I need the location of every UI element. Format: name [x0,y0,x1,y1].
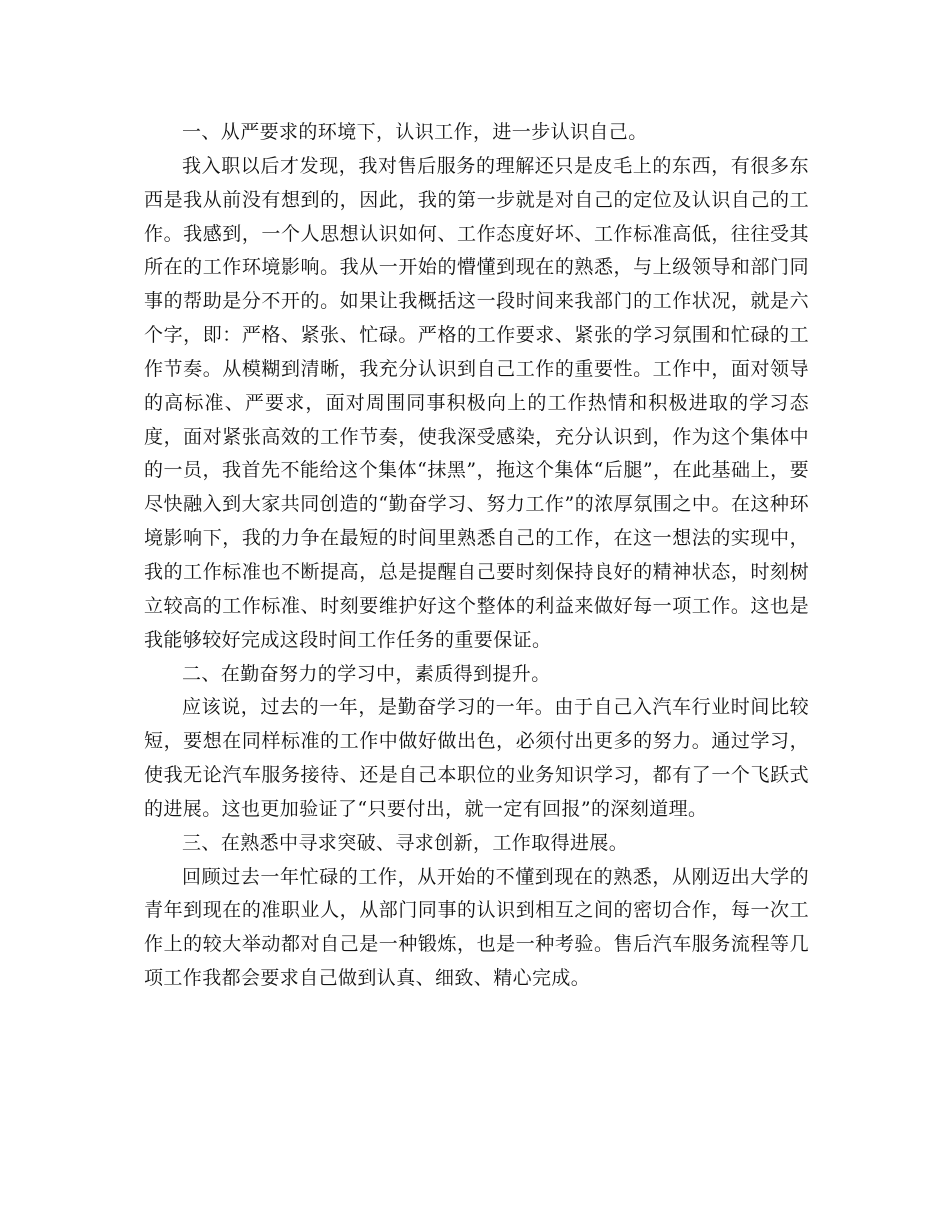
body-paragraph-3: 回顾过去一年忙碌的工作，从开始的不懂到现在的熟悉，从刚迈出大学的青年到现在的准职业人，从部门同事的认识到相互之间的密切合作，每一次工作上的较大举动都对自己是一种锻炼，也是一种考验。售后汽车服务流程等几项工作我都会要求自己做到认真、细致、精心完成。 [144,865,809,990]
body-paragraph-2: 应该说，过去的一年，是勤奋学习的一年。由于自己入汽车行业时间比较短，要想在同样标准的工作中做好做出色，必须付出更多的努力。通过学习，使我无论汽车服务接待、还是自己本职位的业务知识学习，都有了一个飞跃式的进展。这也更加验证了“只要付出，就一定有回报”的深刻道理。 [144,696,809,820]
section-heading-2: 二、在勤奋努力的学习中，素质得到提升。 [182,662,551,685]
body-paragraph-1: 我入职以后才发现，我对售后服务的理解还只是皮毛上的东西，有很多东西是我从前没有想到的，因此，我的第一步就是对自己的定位及认识自己的工作。我感到，一个人思想认识如何、工作态度好坏、工作标准高低，往往受其所在的工作环境影响。我从一开始的懵懂到现在的熟悉，与上级领导和部门同事的帮助是分不开的。如果让我概括这一段时间来我部门的工作状况，就是六个字，即：严格、紧张、忙碌。严格的工作要求、紧张的学习氛围和忙碌的工作节奏。从模糊到清晰，我充分认识到自己工作的重要性。工作中，面对领导的高标准、严要求，面对周围同事积极向上的工作热情和积极进取的学习态度，面对紧张高效的工作节奏，使我深受感染，充分认识到，作为这个集体中的一员，我首先不能给这个集体“抹黑”，拖这个集体“后腿”，在此基础上，要尽快融入到大家共同创造的“勤奋学习、努力工作”的浓厚氛围之中。在这种环境影响下，我的力争在最短的时间里熟悉自己的工作，在这一想法的实现中，我的工作标准也不断提高，总是提醒自己要时刻保持良好的精神状态，时刻树立较高的工作标准、时刻要维护好这个整体的利益来做好每一项工作。这也是我能够较好完成这段时间工作任务的重要保证。 [144,154,809,651]
section-heading-3: 三、在熟悉中寻求突破、寻求创新，工作取得进展。 [182,831,629,854]
document-body [144,116,809,996]
section-heading-1: 一、从严要求的环境下，认识工作，进一步认识自己。 [182,121,648,143]
